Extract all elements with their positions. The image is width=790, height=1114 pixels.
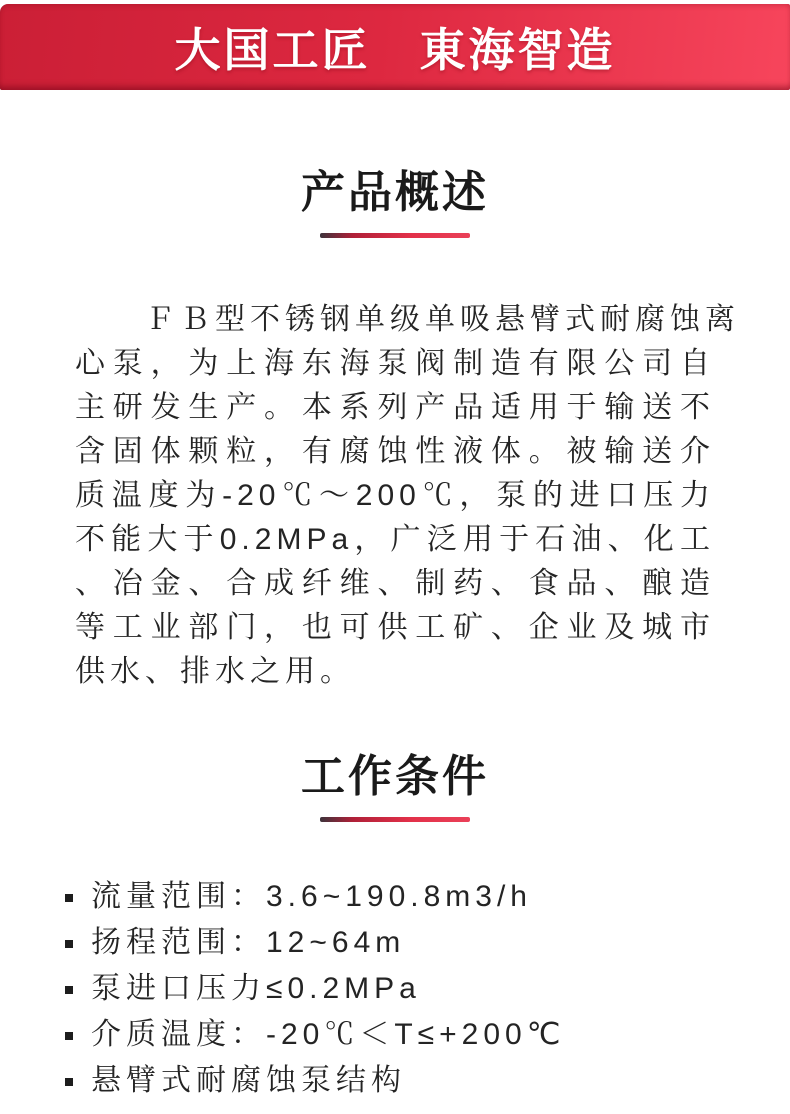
spec-text: 扬程范围：12~64m bbox=[91, 926, 406, 959]
spec-item bbox=[65, 874, 725, 920]
paragraph-line: 质温度为-20℃～200℃，泵的进口压力 bbox=[75, 479, 715, 512]
overview-heading-underline bbox=[320, 233, 470, 238]
spec-text: 流量范围：3.6~190.8m3/h bbox=[91, 880, 532, 913]
conditions-section bbox=[0, 740, 790, 1104]
overview-section bbox=[0, 156, 790, 694]
spec-list bbox=[65, 874, 725, 1104]
paragraph-line: 主研发生产。本系列产品适用于输送不 bbox=[75, 391, 715, 424]
bullet-icon bbox=[65, 1078, 73, 1086]
paragraph-line: 等工业部门，也可供工矿、企业及城市 bbox=[75, 611, 715, 644]
overview-paragraph bbox=[75, 298, 740, 694]
spec-text: 泵进口压力≤0.2MPa bbox=[91, 972, 421, 1005]
spec-text: 悬臂式耐腐蚀泵结构 bbox=[91, 1064, 406, 1097]
bullet-icon bbox=[65, 986, 73, 994]
bullet-icon bbox=[65, 894, 73, 902]
spec-item bbox=[65, 1012, 725, 1058]
paragraph-line: ＦＢ型不锈钢单级单吸悬臂式耐腐蚀离 bbox=[75, 303, 740, 336]
paragraph-line: 供水、排水之用。 bbox=[75, 655, 355, 688]
spec-item bbox=[65, 920, 725, 966]
brand-slogan: 大国工匠 東海智造 bbox=[174, 24, 616, 76]
paragraph-line: 含固体颗粒，有腐蚀性液体。被输送介 bbox=[75, 435, 715, 468]
brand-banner bbox=[0, 4, 790, 90]
paragraph-line: 不能大于0.2MPa，广泛用于石油、化工 bbox=[75, 523, 715, 556]
paragraph-line: 心泵，为上海东海泵阀制造有限公司自 bbox=[75, 347, 715, 380]
conditions-heading: 工作条件 bbox=[301, 752, 489, 801]
paragraph-line: 、冶金、合成纤维、制药、食品、酿造 bbox=[75, 567, 715, 600]
bullet-icon bbox=[65, 940, 73, 948]
overview-heading: 产品概述 bbox=[301, 168, 489, 217]
conditions-heading-underline bbox=[320, 817, 470, 822]
spec-item bbox=[65, 1058, 725, 1104]
spec-item bbox=[65, 966, 725, 1012]
bullet-icon bbox=[65, 1032, 73, 1040]
spec-text: 介质温度：-20℃＜T≤+200℃ bbox=[91, 1018, 566, 1051]
